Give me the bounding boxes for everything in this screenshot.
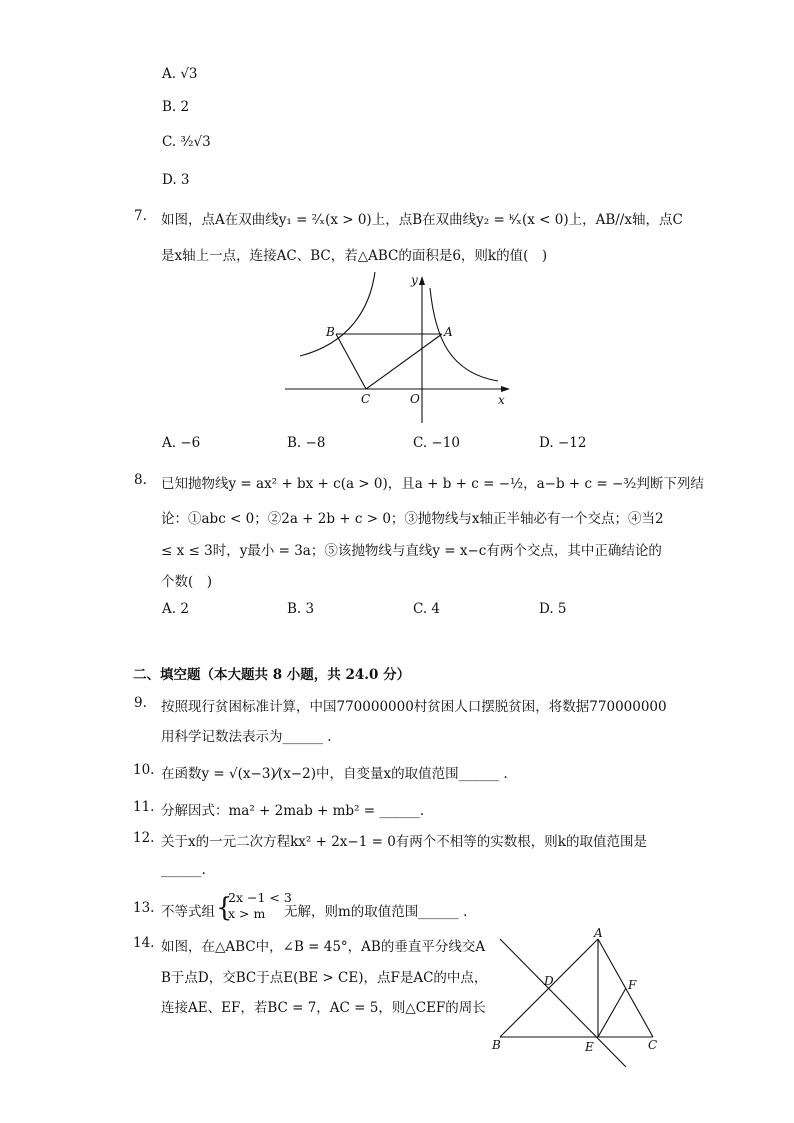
curve-left	[300, 272, 375, 356]
q11-number: 11.	[133, 799, 155, 815]
q6-option-b: B. 2	[162, 99, 190, 115]
segment-ac	[366, 334, 442, 389]
q9-number: 9.	[134, 695, 147, 711]
x-axis-arrow-icon	[501, 386, 510, 392]
label-a: A	[444, 325, 453, 339]
q10-text: 在函数y = √(x−3)⁄(x−2)中，自变量x的取值范围______ .	[161, 766, 508, 782]
q14-triangle-figure	[486, 925, 666, 1075]
q6-option-d: D. 3	[162, 172, 190, 188]
label-d: D	[544, 974, 554, 988]
q10-number: 10.	[133, 762, 155, 778]
perpendicular-bisector	[500, 939, 626, 1067]
q8-number: 8.	[134, 472, 147, 488]
q8-option-b: B. 3	[287, 601, 315, 617]
q13-prefix: 不等式组	[161, 904, 215, 920]
label-b: B	[326, 325, 335, 339]
y-axis-arrow-icon	[419, 276, 425, 285]
q9-line-1: 按照现行贫困标准计算，中国770000000村贫困人口摆脱贫困，将数据770000000	[161, 699, 667, 715]
section-title: 二、填空题（本大题共 8 小题，共 24.0 分）	[133, 667, 411, 683]
q14-line-2: B于点D，交BC于点E(BE > CE)，点F是AC的中点，	[161, 970, 488, 986]
q14-line-3: 连接AE、EF，若BC = 7，AC = 5，则△CEF的周长	[161, 1000, 486, 1016]
label-f: F	[628, 978, 637, 992]
label-a: A	[594, 926, 603, 940]
q14-line-1: 如图，在△ABC中，∠B = 45°，AB的垂直平分线交A	[161, 939, 486, 955]
q12-number: 12.	[133, 830, 155, 846]
label-e: E	[585, 1040, 594, 1054]
label-c: C	[648, 1038, 658, 1052]
q12-line-2: ______.	[161, 862, 206, 878]
label-x: x	[498, 393, 505, 407]
q13-suffix: 无解，则m的取值范围______ .	[284, 904, 468, 920]
q7-option-d: D. −12	[539, 435, 587, 451]
q13-ineq-2: x > m	[228, 906, 266, 921]
q8-line-1: 已知抛物线y = ax² + bx + c(a > 0)，且a + b + c = −½，a−b + c = −³⁄₂判断下列结	[161, 476, 704, 492]
q13-ineq-1: 2x −1 < 3	[228, 890, 292, 905]
label-b: B	[492, 1038, 501, 1052]
q7-line-1: 如图，点A在双曲线y₁ = ²⁄ₓ(x > 0)上，点B在双曲线y₂ = ᵏ⁄ₓ(x < 0)上，AB//x轴，点C	[161, 212, 683, 228]
label-y: y	[411, 273, 418, 287]
q7-number: 7.	[134, 208, 147, 224]
q7-hyperbola-figure	[280, 268, 520, 428]
q8-line-2: 论：①abc < 0；②2a + 2b + c > 0；③抛物线与x轴正半轴必有一个交点；④当2	[161, 511, 664, 527]
brace-icon: {	[216, 893, 233, 923]
q14-number: 14.	[133, 935, 155, 951]
q8-line-4: 个数( )	[161, 574, 213, 590]
q8-option-d: D. 5	[539, 601, 567, 617]
label-c: C	[361, 392, 371, 406]
q7-option-b: B. −8	[287, 435, 326, 451]
q7-line-2: 是x轴上一点，连接AC、BC，若△ABC的面积是6，则k的值( )	[161, 248, 548, 264]
q11-text: 分解因式：ma² + 2mab + mb² = ______.	[161, 803, 425, 819]
q13-number: 13.	[133, 900, 155, 916]
q6-option-a: A. √3	[162, 66, 198, 82]
segment-bc	[336, 334, 366, 389]
q8-option-a: A. 2	[162, 601, 189, 617]
q12-line-1: 关于x的一元二次方程kx² + 2x−1 = 0有两个不相等的实数根，则k的取值范围是	[161, 834, 647, 850]
label-o: O	[410, 392, 420, 406]
segment-ef	[598, 988, 626, 1037]
q7-option-c: C. −10	[413, 435, 460, 451]
q7-option-a: A. −6	[162, 435, 201, 451]
q8-option-c: C. 4	[413, 601, 441, 617]
q9-line-2: 用科学记数法表示为______ .	[161, 729, 332, 745]
q8-line-3: ≤ x ≤ 3时，y最小 = 3a；⑤该抛物线与直线y = x−c有两个交点，其中正确结论的	[161, 543, 662, 559]
q6-option-c: C. ³⁄₂√3	[162, 134, 211, 150]
